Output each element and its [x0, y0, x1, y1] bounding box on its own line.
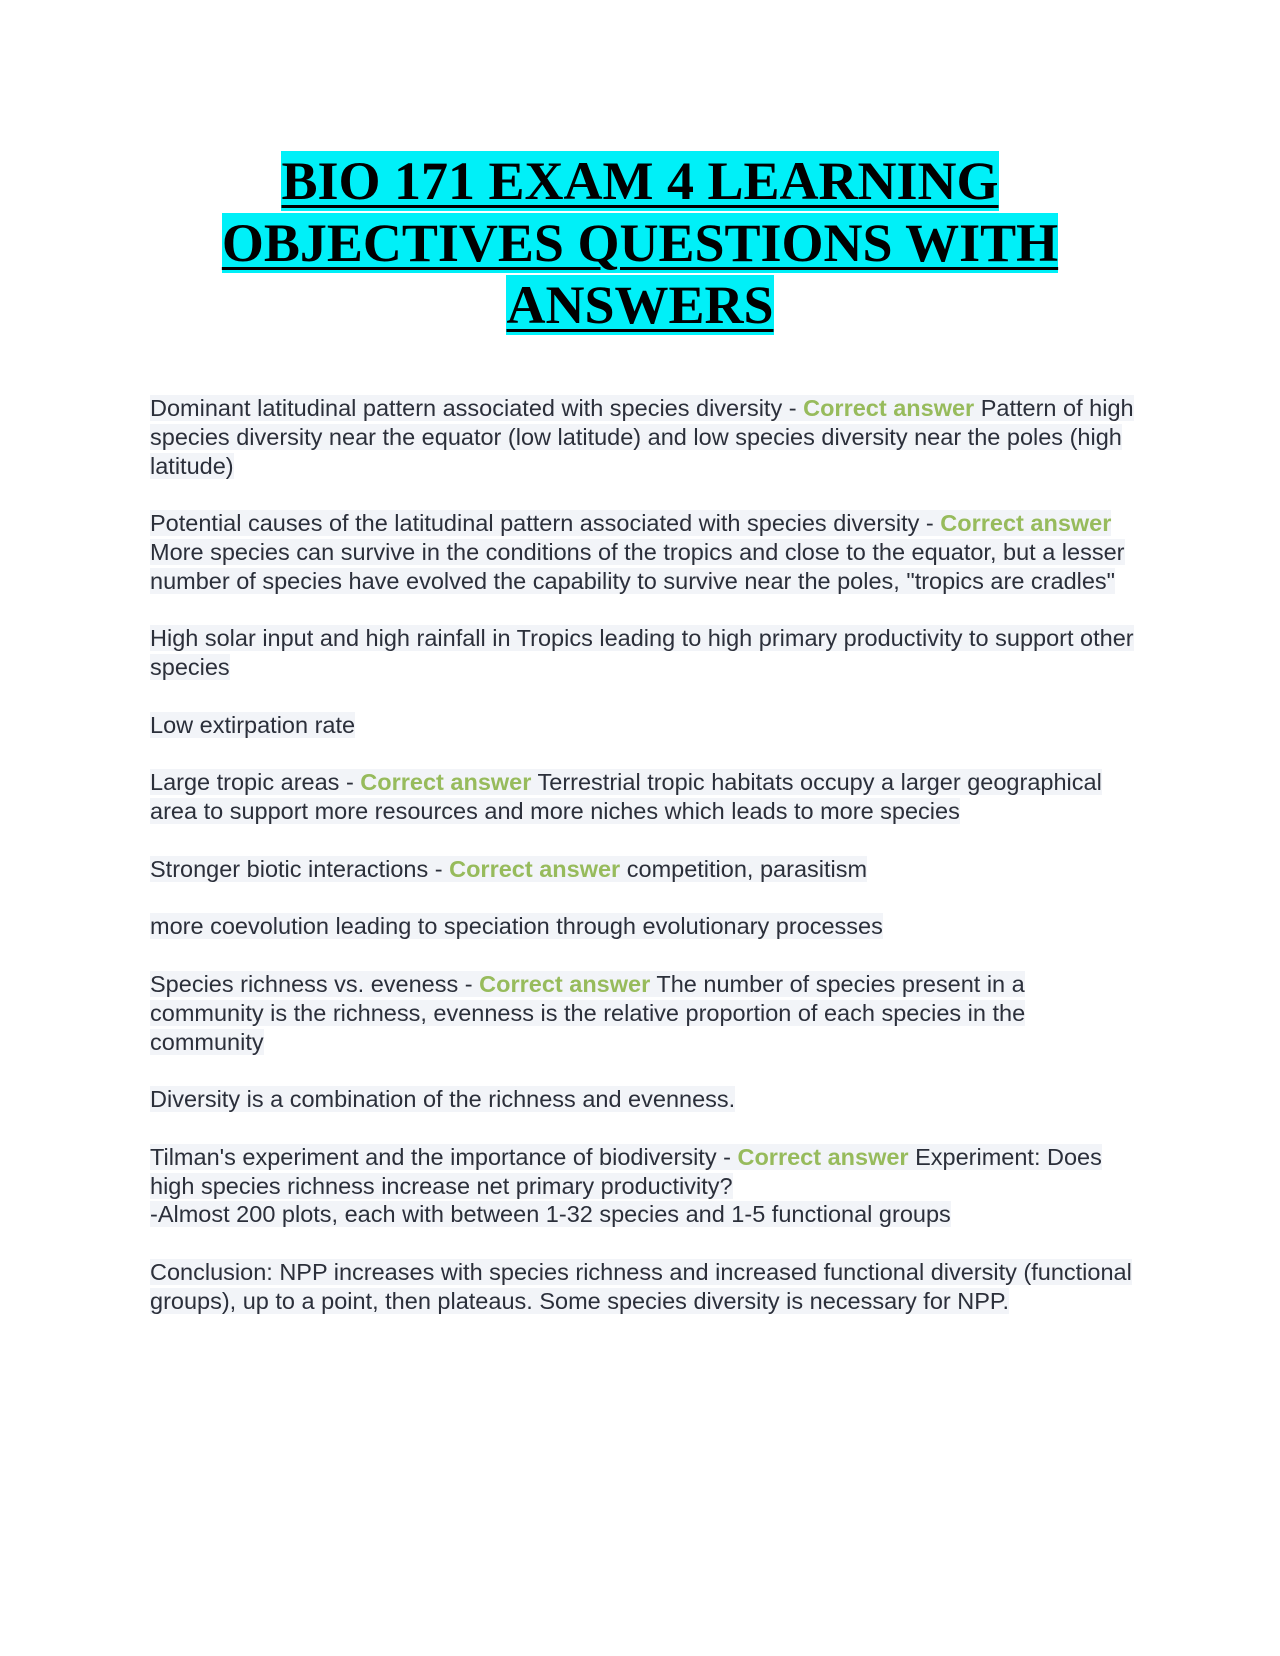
qa-item-1: [150, 394, 1140, 480]
question-text: Large tropic areas -: [150, 769, 361, 796]
title-line-1: BIO 171 EXAM 4 LEARNING: [281, 151, 999, 211]
qa-item-8: [150, 970, 1140, 1056]
text-item-3: [150, 624, 1140, 682]
answer-text: Experiment: Does high species richness increase net primary productivity?: [150, 1143, 1102, 1199]
qa-item-2: [150, 509, 1140, 595]
text-item-11: [150, 1258, 1140, 1316]
text-item-7: [150, 912, 1140, 941]
qa-item-6: [150, 855, 1140, 884]
body-text: more coevolution leading to speciation through evolutionary processes: [150, 913, 883, 940]
body-text: Conclusion: NPP increases with species richness and increased functional diversity (functional groups), up to a point, then plateaus. Some species diversity is necessary for NPP.: [150, 1258, 1132, 1314]
question-text: Potential causes of the latitudinal pattern associated with species diversity -: [150, 510, 941, 537]
title-line-3: ANSWERS: [506, 275, 774, 335]
correct-answer-label: Correct answer: [479, 970, 651, 997]
qa-item-5: [150, 768, 1140, 826]
answer-text: Pattern of high species diversity near the equator (low latitude) and low species diversity near the poles (high latitude): [150, 395, 1134, 479]
correct-answer-label: Correct answer: [803, 395, 975, 421]
correct-answer-label: Correct answer: [940, 510, 1112, 537]
document-body: [150, 394, 1140, 1344]
body-text: High solar input and high rainfall in Tropics leading to high primary productivity to support other species: [150, 625, 1134, 681]
qa-item-10: [150, 1143, 1140, 1229]
text-item-9: [150, 1085, 1140, 1114]
question-text: Stronger biotic interactions -: [150, 855, 450, 882]
answer-text: Terrestrial tropic habitats occupy a larger geographical area to support more resources and more niches which leads to more species: [150, 769, 1102, 825]
correct-answer-label: Correct answer: [360, 769, 532, 796]
body-text: Low extirpation rate: [150, 711, 356, 738]
question-text: Tilman's experiment and the importance of biodiversity -: [150, 1143, 738, 1170]
question-text: Dominant latitudinal pattern associated with species diversity -: [150, 395, 804, 421]
answer-text: The number of species present in a community is the richness, evenness is the relative proportion of each species in the community: [150, 970, 1026, 1055]
question-text: Species richness vs. eveness -: [150, 970, 480, 997]
answer-text: More species can survive in the conditions of the tropics and close to the equator, but a lesser number of species have evolved the capability to survive near the poles, "tropics are cradles": [150, 538, 1125, 594]
correct-answer-label: Correct answer: [737, 1143, 909, 1170]
document-title: [130, 150, 1150, 336]
correct-answer-label: Correct answer: [449, 855, 621, 882]
answer-text: competition, parasitism: [620, 855, 868, 882]
title-line-2: OBJECTIVES QUESTIONS WITH: [221, 213, 1059, 273]
text-item-4: [150, 711, 1140, 740]
body-text: Diversity is a combination of the richness and evenness.: [150, 1086, 736, 1113]
answer-detail: -Almost 200 plots, each with between 1-32 species and 1-5 functional groups: [150, 1201, 951, 1228]
